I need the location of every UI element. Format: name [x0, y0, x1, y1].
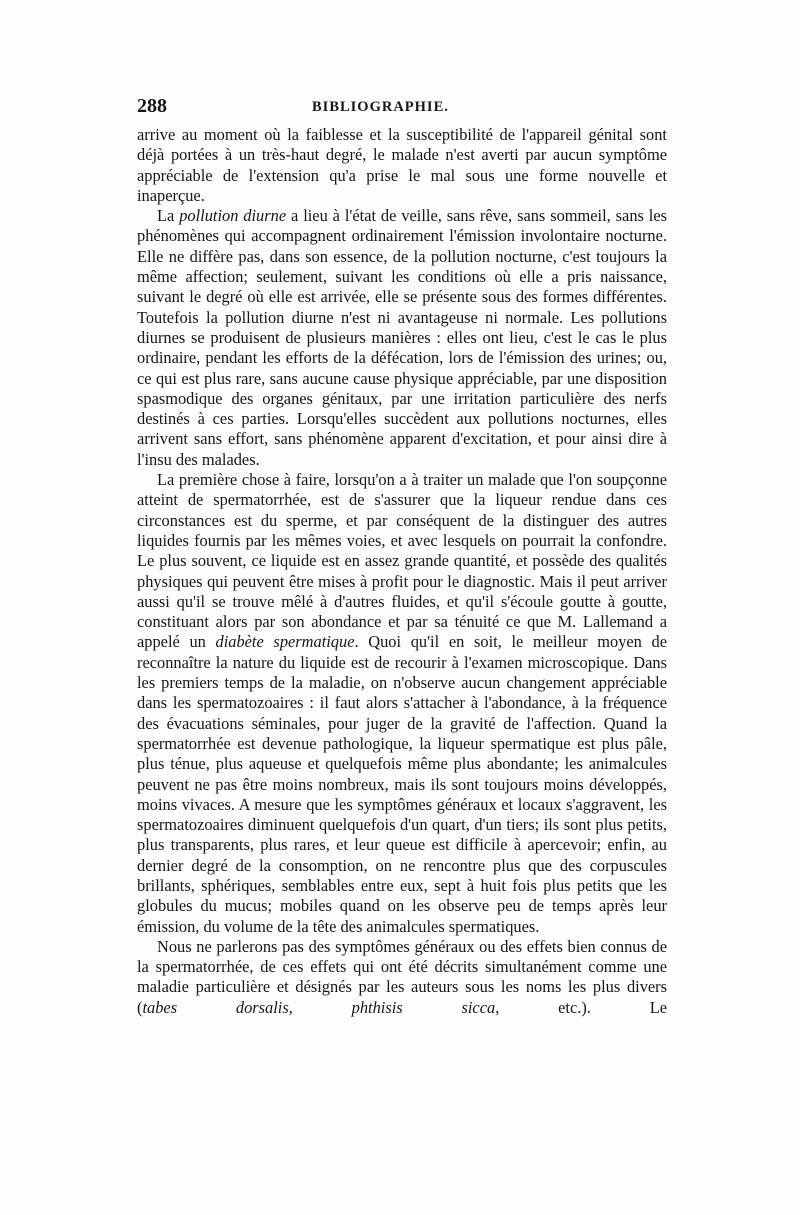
text-run: a lieu à l'état de veille, sans rêve, sans sommeil, sans les phénomènes qui accompagnent ordinairement l'émission involontaire nocturne. Elle ne diffère pas, dans son essence, de la pollution nocturne, c'est toujours la même affection; seulement, suivant les conditions où elle a pris naissance, suivant le degré où elle est arrivée, elle se présente sous des formes différentes. Toutefois la pollution diurne n'est ni avantageuse ni normale. Les pollutions diurnes se produisent de plusieurs manières : elles ont lieu, c'est le cas le plus ordinaire, pendant les efforts de la défécation, lors de l'émission des urines; ou, ce qui est plus rare, sans aucune cause physique appréciable, par une disposition spasmodique des organes génitaux, par une irritation particulière des nerfs destinés à ces parties. Lorsqu'elles succèdent aux pollutions nocturnes, elles arrivent sans effort, sans phénomène apparent d'excitation, et pour ainsi dire à l'insu des malades.: [137, 206, 668, 469]
text-run: La: [157, 206, 180, 226]
paragraph-1: [137, 125, 667, 206]
paragraph-4: [137, 937, 667, 1018]
page-header: [137, 95, 667, 125]
page-number: 288: [137, 95, 167, 117]
text-run: Nous ne parlerons pas des symptômes généraux ou des effets bien connus de la spermatorrhée, de ces effets qui ont été décrits simultanément comme une maladie particulière et désignés par les auteurs sous les noms les plus divers (: [137, 936, 667, 1017]
body-text: [137, 125, 667, 1018]
text-run: . Quoi qu'il en soit, le meilleur moyen de reconnaître la nature du liquide est de recourir à l'examen microscopique. Dans les premiers temps de la maladie, on n'observe aucun changement appréciable dans les spermatozoaires : il faut alors s'attacher à l'abondance, à la fréquence des évacuations séminales, pour juger de la gravité de l'affection. Quand la spermatorrhée est devenue pathologique, la liqueur spermatique est plus pâle, plus ténue, plus aqueuse et quelquefois même plus abondante; les animalcules peuvent ne pas être moins nombreux, mais ils sont toujours moins développés, moins vivaces. A mesure que les symptômes généraux et locaux s'aggravent, les spermatozoaires diminuent quelquefois d'un quart, d'un tiers; ils sont plus petits, plus transparents, plus rares, et leur queue est difficile à apercevoir; enfin, au dernier degré de la consomption, on ne rencontre plus que des corpuscules brillants, sphériques, semblables entre eux, sept à huit fois plus petits que les globules du mucus; mobiles quand on les observe peu de temps après leur émission, du volume de la tête des animalcules spermatiques.: [137, 632, 668, 936]
text-run: , etc.). Le: [495, 997, 667, 1017]
book-page: [137, 95, 667, 1018]
text-run: arrive au moment où la faiblesse et la susceptibilité de l'appareil génital sont déjà portées à un très-haut degré, le malade n'est averti par aucun symptôme appréciable de l'extension qu'a prise le mal sous une forme nouvelle et inaperçue.: [137, 125, 667, 205]
italic-phrase: diabète spermatique: [215, 632, 355, 652]
running-title: BIBLIOGRAPHIE.: [312, 99, 449, 115]
italic-phrase: pollution diurne: [179, 206, 287, 226]
italic-phrase: tabes dorsalis, phthisis sicca: [142, 997, 496, 1017]
paragraph-2: [137, 206, 667, 470]
text-run: La première chose à faire, lorsqu'on a à traiter un malade que l'on soupçonne atteint de spermatorrhée, est de s'assurer que la liqueur rendue dans ces circonstances est du sperme, et par conséquent de la distinguer des autres liquides fournis par les mêmes voies, et avec lesquels on pourrait la confondre. Le plus souvent, ce liquide est en assez grande quantité, et possède des qualités physiques qui peuvent être mises à profit pour le diagnostic. Mais il peut arriver aussi qu'il se trouve mêlé à d'autres fluides, et qu'il s'écoule goutte à goutte, constituant alors par son abondance et par sa ténuité ce que M. Lallemand a appelé un: [137, 470, 667, 652]
paragraph-3: [137, 470, 667, 937]
